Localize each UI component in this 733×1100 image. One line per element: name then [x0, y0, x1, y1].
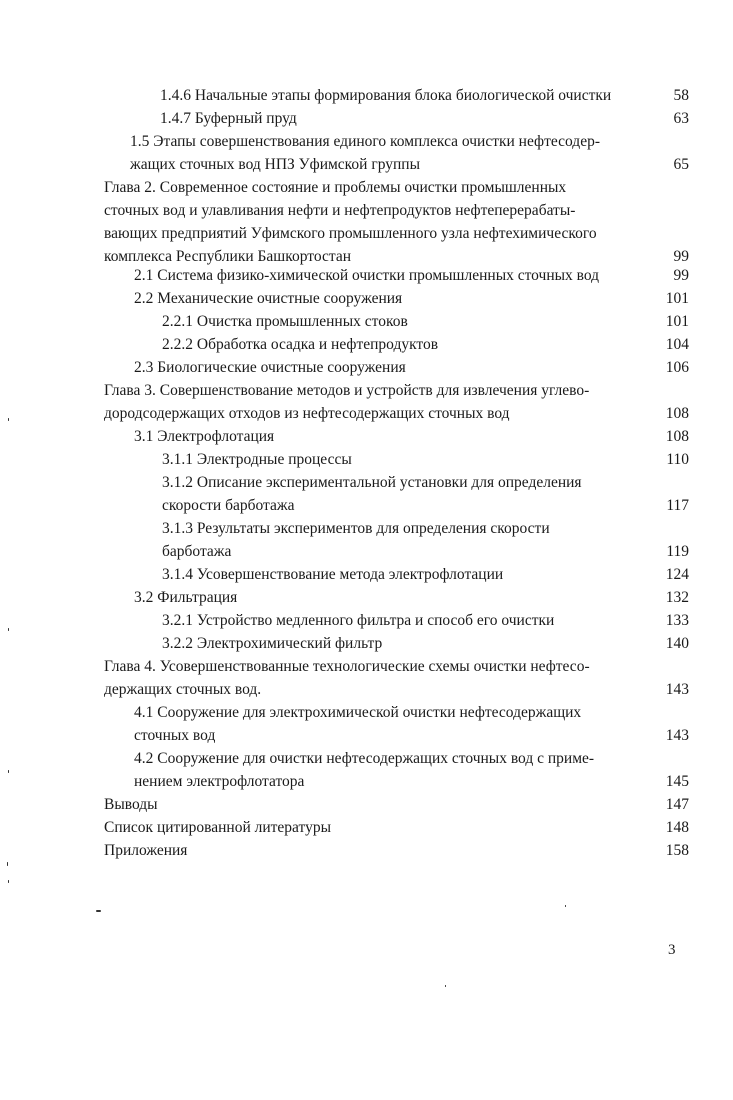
- toc-entry-title: 1.4.7 Буферный пруд: [160, 110, 297, 127]
- toc-entry-page: 117: [666, 497, 689, 514]
- toc-entry: [162, 609, 689, 632]
- toc-entry-page: 145: [665, 773, 689, 790]
- scan-speck: [7, 862, 8, 866]
- toc-entry: [134, 701, 689, 747]
- toc-entry: [104, 379, 689, 425]
- toc-entry-title: 1.5 Этапы совершенствования единого комплекса очистки нефтесодер- жащих сточных вод НПЗ Уфимской группы: [130, 133, 600, 173]
- toc-entry-page: 108: [665, 428, 689, 445]
- toc-entry-title: 3.1.4 Усовершенствование метода электрофлотации: [162, 566, 504, 583]
- toc-entry: [162, 333, 689, 356]
- page-number: 3: [668, 942, 676, 958]
- toc-entry-title: 3.2.2 Электрохимический фильтр: [162, 635, 383, 652]
- toc-entry-page: 124: [665, 566, 689, 583]
- toc-entry-title: 3.1.3 Результаты экспериментов для определения скорости барботажа: [162, 520, 550, 560]
- toc-entry: [162, 563, 689, 586]
- scan-speck: [96, 910, 101, 912]
- toc-entry-title: 3.2 Фильтрация: [134, 589, 238, 606]
- toc-entry: [134, 356, 689, 379]
- scan-speck: [8, 628, 9, 631]
- toc-entry: [104, 793, 689, 816]
- toc-entry: [130, 130, 689, 176]
- toc-entry-title: 2.3 Биологические очистные сооружения: [134, 359, 406, 376]
- toc-entry-title: 1.4.6 Начальные этапы формирования блока биологической очистки: [160, 87, 612, 104]
- toc-entry: [104, 816, 689, 839]
- toc-entry-title: 2.2 Механические очистные сооружения: [134, 290, 403, 307]
- toc-entry-page: 63: [673, 110, 689, 127]
- toc-entry: [134, 425, 689, 448]
- toc-entry-page: 110: [666, 451, 689, 468]
- toc-entry-page: 119: [666, 543, 689, 560]
- toc-entry-title: Список цитированной литературы: [104, 819, 332, 836]
- toc-entry-page: 101: [665, 290, 689, 307]
- toc-entry-title: Выводы: [104, 796, 158, 813]
- toc-entry-title: Глава 2. Современное состояние и проблемы очистки промышленных сточных вод и улавливания нефти и нефтепродуктов нефтеперерабаты- вающих предприятий Уфимского промышленного узла нефтехимического комплекса Республики Башкортостан: [104, 179, 597, 265]
- toc-entry-title: 3.1 Электрофлотация: [134, 428, 275, 445]
- toc-entry-page: 133: [665, 612, 689, 629]
- toc-entry-title: 4.2 Сооружение для очистки нефтесодержащих сточных вод с приме- нением электрофлотатора: [134, 750, 595, 790]
- toc-entry-page: 147: [665, 796, 689, 813]
- toc-entry-page: 158: [665, 842, 689, 859]
- toc-entry-page: 99: [673, 267, 689, 284]
- toc-entry-title: 2.2.1 Очистка промышленных стоков: [162, 313, 408, 330]
- toc-entry-title: 4.1 Сооружение для электрохимической очистки нефтесодержащих сточных вод: [134, 704, 582, 744]
- toc-entry-page: 143: [665, 681, 689, 698]
- toc-entry: [104, 176, 689, 268]
- scan-speck: [565, 905, 566, 907]
- toc-entry-title: Глава 3. Совершенствование методов и устройств для извлечения углево- дородсодержащих отходов из нефтесодержащих сточных вод: [104, 382, 590, 422]
- toc-entry: [134, 287, 689, 310]
- toc-entry-page: 101: [665, 313, 689, 330]
- toc-entry-page: 99: [673, 248, 689, 265]
- toc-entry-title: Глава 4. Усовершенствованные технологические схемы очистки нефтесо- держащих сточных вод.: [104, 658, 590, 698]
- scan-speck: [8, 770, 9, 773]
- toc-entry: [162, 310, 689, 333]
- toc-entry-page: 108: [665, 405, 689, 422]
- toc-entry-page: 140: [665, 635, 689, 652]
- toc-entry: [160, 107, 689, 130]
- toc-entry-page: 106: [665, 359, 689, 376]
- toc-entry-page: 143: [665, 727, 689, 744]
- toc-entry-title: 3.1.2 Описание экспериментальной установки для определения скорости барботажа: [162, 474, 582, 514]
- scan-speck: [8, 880, 9, 883]
- toc-entry-page: 104: [665, 336, 689, 353]
- toc-entry-page: 148: [665, 819, 689, 836]
- toc-entry-page: 65: [673, 156, 689, 173]
- toc-entry-page: 58: [673, 87, 689, 104]
- toc-entry-page: 132: [665, 589, 689, 606]
- toc-entry-title: 2.1 Система физико-химической очистки промышленных сточных вод: [134, 267, 600, 284]
- toc-entry-title: 3.1.1 Электродные процессы: [162, 451, 352, 468]
- toc-entry: [162, 517, 689, 563]
- toc-entry: [160, 84, 689, 107]
- toc-entry-title: Приложения: [104, 842, 188, 859]
- toc-entry-title: 2.2.2 Обработка осадка и нефтепродуктов: [162, 336, 439, 353]
- toc-entry: [104, 839, 689, 862]
- toc-entry: [162, 471, 689, 517]
- toc-entry: [162, 632, 689, 655]
- toc-entry: [162, 448, 689, 471]
- toc-entry: [134, 264, 689, 287]
- toc-entry: [134, 586, 689, 609]
- toc-entry: [104, 655, 689, 701]
- toc-entry: [134, 747, 689, 793]
- scan-speck: [445, 985, 446, 987]
- toc-entry-title: 3.2.1 Устройство медленного фильтра и способ его очистки: [162, 612, 555, 629]
- scan-speck: [8, 418, 9, 421]
